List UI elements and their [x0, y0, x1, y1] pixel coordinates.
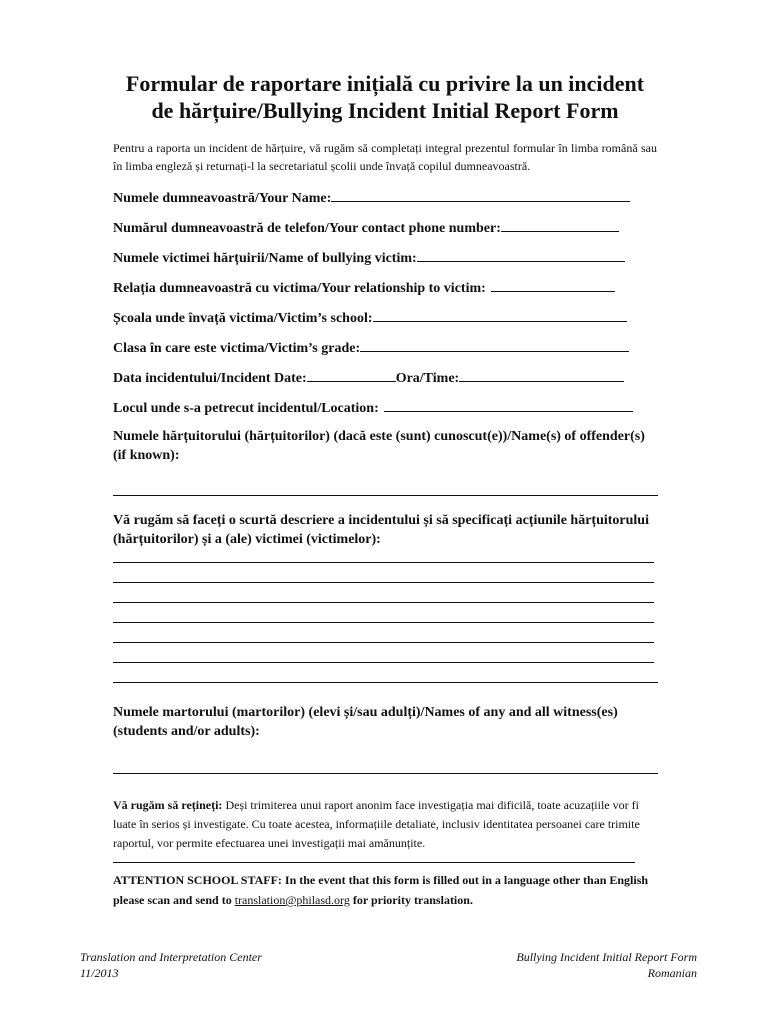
description-line[interactable] [113, 622, 654, 623]
grade-field[interactable] [113, 339, 629, 357]
form-title [90, 70, 680, 124]
description-line[interactable] [113, 682, 658, 683]
phone-field[interactable] [113, 219, 619, 237]
description-line[interactable] [113, 582, 654, 583]
footer-language: Romanian [647, 966, 697, 980]
separator-line [113, 862, 635, 863]
school-label: Școala unde învață victima/Victim’s school: [113, 311, 373, 326]
grade-label: Clasa în care este victima/Victim’s grade: [113, 341, 361, 356]
note-text: Deși trimiterea unui raport anonim face investigația mai dificilă, toate acuzațiile vor fi luate în serios și investigate. Cu toate acestea, informațiile detaliate, inclusiv identitatea persoanei care trimite raportul, vor permite efectuarea unei investigații mai amănunțite. [113, 798, 640, 850]
victim-name-field[interactable] [113, 249, 625, 267]
date-blank[interactable] [307, 369, 396, 382]
date-time-field[interactable] [113, 369, 624, 387]
description-label: Vă rugăm să faceți o scurtă descriere a incidentului și să specificați acțiunile hărțuitorului (hărțuitorilor) și a (ale) victimei (victimelor): [113, 513, 649, 547]
time-blank[interactable] [459, 369, 624, 382]
title-line-1: Formular de raportare inițială cu privire la un incident [125, 71, 645, 96]
attention-text-2: for priority translation. [349, 893, 473, 907]
description-line[interactable] [113, 662, 654, 663]
name-label: Numele dumneavoastră/Your Name: [113, 191, 332, 206]
footer-left [80, 949, 262, 981]
witnesses-line[interactable] [113, 773, 658, 774]
offenders-line[interactable] [113, 495, 658, 496]
translation-email-link[interactable]: translation@philasd.org [234, 893, 350, 907]
school-field[interactable] [113, 309, 627, 327]
relationship-label: Relația dumneavoastră cu victima/Your relationship to victim: [113, 281, 486, 296]
footer-date: 11/2013 [80, 966, 119, 980]
witnesses-label: Numele martorului (martorilor) (elevi și/sau adulți)/Names of any and all witness(es) (students and/or adults): [113, 705, 618, 739]
time-label: Ora/Time: [395, 371, 460, 386]
footer-org: Translation and Interpretation Center [80, 950, 262, 964]
attention-text-1: ATTENTION SCHOOL STAFF: In the event that this form is filled out in a language other than English please scan and send to [113, 873, 649, 907]
title-line-2: de hărțuire/Bullying Incident Initial Report Form [151, 98, 619, 123]
description-line[interactable] [113, 562, 654, 563]
relationship-blank[interactable] [491, 279, 615, 292]
name-blank[interactable] [331, 189, 630, 202]
victim-name-blank[interactable] [417, 249, 625, 262]
location-blank[interactable] [384, 399, 633, 412]
name-field[interactable] [113, 189, 630, 207]
anonymity-note [113, 796, 661, 853]
phone-blank[interactable] [501, 219, 619, 232]
school-blank[interactable] [373, 309, 627, 322]
location-label: Locul unde s-a petrecut incidentul/Location: [113, 401, 379, 416]
grade-blank[interactable] [360, 339, 629, 352]
attention-notice [113, 870, 673, 910]
date-label: Data incidentului/Incident Date: [113, 371, 307, 386]
description-line[interactable] [113, 602, 654, 603]
description-line[interactable] [113, 642, 654, 643]
intro-text: Pentru a raporta un incident de hărțuire, vă rugăm să completați integral prezentul formular în limba română sau în limba engleză și returnați-l la secretariatul școlii unde învață copilul dumneavoastră. [113, 141, 657, 173]
note-lead: Vă rugăm să rețineți: [113, 798, 223, 812]
phone-label: Numărul dumneavoastră de telefon/Your contact phone number: [113, 221, 501, 236]
relationship-field[interactable] [113, 279, 615, 297]
footer-form-name: Bullying Incident Initial Report Form [516, 950, 697, 964]
location-field[interactable] [113, 399, 633, 417]
victim-name-label: Numele victimei hărțuirii/Name of bullying victim: [113, 251, 417, 266]
offenders-label: Numele hărțuitorului (hărțuitorilor) (dacă este (sunt) cunoscut(e))/Name(s) of offender(s) (if known): [113, 429, 645, 463]
footer-right [516, 949, 697, 981]
